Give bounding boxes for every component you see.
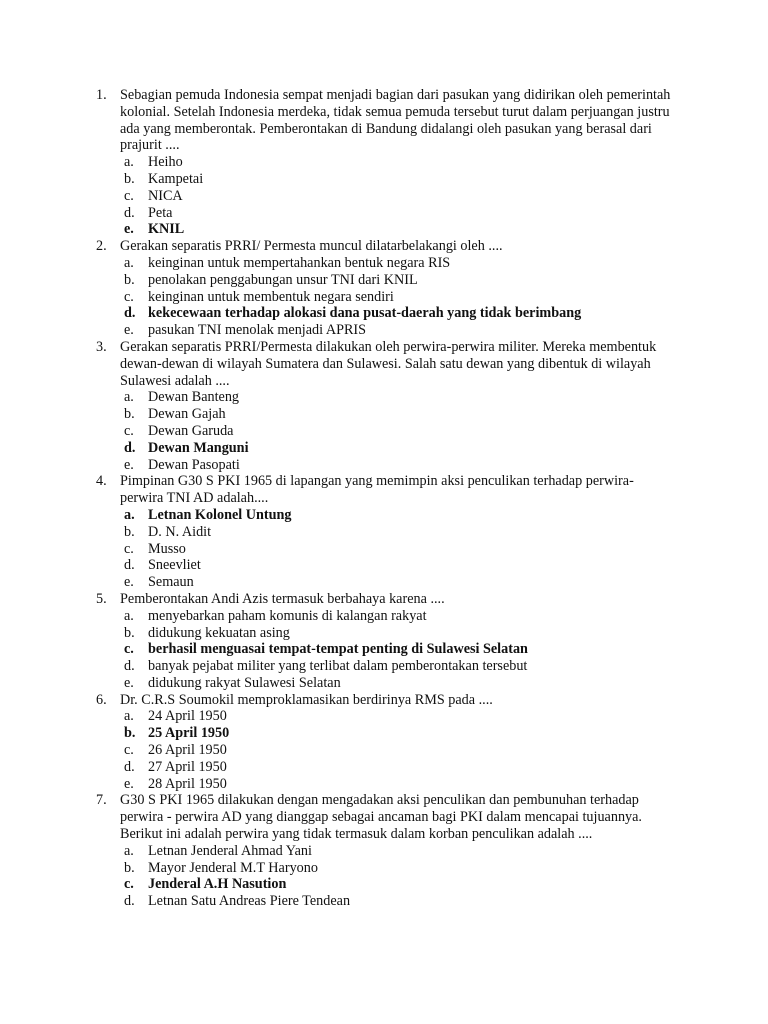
question-3 [96,339,676,473]
option-text: Dewan Gajah [148,406,226,423]
answer-option [120,658,676,675]
option-text: 24 April 1950 [148,708,227,725]
answer-option [120,389,676,406]
answer-option [120,675,676,692]
question-4 [96,473,676,591]
option-label: c. [124,540,134,557]
question-number: 6. [96,691,107,708]
answer-option [120,608,676,625]
answer-option [120,154,676,171]
option-text: Letnan Kolonel Untung [148,506,292,523]
option-label: c. [124,641,134,658]
question-text: Pimpinan G30 S PKI 1965 di lapangan yang memimpin aksi penculikan terhadap perwira-perwira TNI AD adalah.... [120,473,634,507]
option-label: c. [124,288,134,305]
question-number: 5. [96,590,107,607]
option-label: b. [124,271,135,288]
question-6 [96,692,676,793]
question-7 [96,792,676,910]
option-text: 25 April 1950 [148,725,230,742]
answer-option [120,574,676,591]
question-list [96,87,676,910]
answer-option [120,272,676,289]
option-label: d. [124,557,135,574]
answer-option [120,423,676,440]
option-label: c. [124,742,134,759]
option-text: kekecewaan terhadap alokasi dana pusat-daerah yang tidak berimbang [148,305,582,322]
option-label: d. [124,305,136,322]
option-label: b. [124,406,135,423]
answer-option [120,541,676,558]
answer-option [120,843,676,860]
answer-option [120,205,676,222]
option-text: didukung rakyat Sulawesi Selatan [148,674,341,691]
option-text: Letnan Satu Andreas Piere Tendean [148,893,351,910]
answer-option [120,255,676,272]
option-label: a. [124,154,134,171]
option-label: d. [124,758,135,775]
option-text: NICA [148,187,183,204]
option-label: b. [124,859,135,876]
option-label: a. [124,254,134,271]
option-label: d. [124,439,136,456]
option-text: pasukan TNI menolak menjadi APRIS [148,322,367,339]
option-text: 27 April 1950 [148,758,227,775]
question-text: Sebagian pemuda Indonesia sempat menjadi bagian dari pasukan yang didirikan oleh pemerintah kolonial. Setelah Indonesia merdeka, tidak semua pemuda tersebut turut dalam perjuangan justru ada yang memberontak. Pemberontakan di Bandung didalangi oleh pasukan yang berasal dari prajurit .... [120,87,671,154]
answer-option [120,893,676,910]
option-text: 28 April 1950 [148,775,227,792]
option-label: e. [124,775,134,792]
question-number: 7. [96,792,107,809]
answer-option [120,742,676,759]
answer-option-correct [120,507,676,524]
option-label: a. [124,842,134,859]
option-label: b. [124,725,136,742]
answer-option [120,289,676,306]
option-text: Dewan Pasopati [148,456,240,473]
option-text: Peta [148,204,173,221]
question-text: Gerakan separatis PRRI/ Permesta muncul dilatarbelakangi oleh .... [120,238,503,255]
answer-option-correct [120,440,676,457]
option-text: Semaun [148,574,194,591]
option-label: d. [124,893,135,910]
answer-option-correct [120,641,676,658]
option-text: Dewan Manguni [148,439,249,456]
option-label: b. [124,523,135,540]
option-label: e. [124,574,134,591]
option-text: berhasil menguasai tempat-tempat penting di Sulawesi Selatan [148,641,528,658]
option-text: Letnan Jenderal Ahmad Yani [148,842,312,859]
question-text: Pemberontakan Andi Azis termasuk berbahaya karena .... [120,590,445,607]
answer-option [120,171,676,188]
option-label: d. [124,204,135,221]
answer-option-correct [120,876,676,893]
option-label: e. [124,674,134,691]
answer-option [120,759,676,776]
option-text: Mayor Jenderal M.T Haryono [148,859,318,876]
option-text: Heiho [148,154,183,171]
option-label: a. [124,607,134,624]
option-text: banyak pejabat militer yang terlibat dalam pemberontakan tersebut [148,658,528,675]
answer-option-correct [120,725,676,742]
answer-option [120,188,676,205]
answer-option [120,457,676,474]
option-label: a. [124,389,134,406]
answer-option [120,625,676,642]
question-text: Dr. C.R.S Soumokil memproklamasikan berdirinya RMS pada .... [120,691,493,708]
answer-option [120,776,676,793]
option-label: c. [124,876,134,893]
option-text: menyebarkan paham komunis di kalangan rakyat [148,607,427,624]
option-label: b. [124,624,135,641]
option-label: e. [124,322,134,339]
question-text: G30 S PKI 1965 dilakukan dengan mengadakan aksi penculikan dan pembunuhan terhadap perwira - perwira AD yang dianggap sebagai ancaman bagi PKI dalam mencapai tujuannya. Berikut ini adalah perwira yang tidak termasuk dalam korban penculikan adalah .... [120,792,642,843]
answer-option [120,406,676,423]
option-label: b. [124,170,135,187]
option-text: KNIL [148,221,185,238]
question-1 [96,87,676,238]
option-text: Kampetai [148,170,204,187]
option-text: Musso [148,540,186,557]
answer-option [120,322,676,339]
option-label: a. [124,506,135,523]
option-text: keinginan untuk membentuk negara sendiri [148,288,394,305]
option-text: didukung kekuatan asing [148,624,290,641]
option-text: penolakan penggabungan unsur TNI dari KNIL [148,271,418,288]
option-label: c. [124,422,134,439]
option-label: d. [124,658,135,675]
answer-option [120,524,676,541]
question-number: 4. [96,473,107,490]
answer-option-correct [120,221,676,238]
question-number: 2. [96,238,107,255]
answer-option [120,557,676,574]
option-label: c. [124,187,134,204]
option-text: 26 April 1950 [148,742,227,759]
question-number: 1. [96,87,107,103]
option-text: Dewan Garuda [148,422,234,439]
option-text: Sneevliet [148,557,201,574]
option-label: e. [124,221,134,238]
question-2 [96,238,676,339]
answer-option [120,860,676,877]
question-text: Gerakan separatis PRRI/Permesta dilakukan oleh perwira-perwira militer. Mereka membentuk dewan-dewan di wilayah Sumatera dan Sulawesi. Salah satu dewan yang dibentuk di wilayah Sulawesi adalah .... [120,338,657,389]
option-label: e. [124,456,134,473]
question-5 [96,591,676,692]
option-text: Dewan Banteng [148,389,240,406]
question-number: 3. [96,338,107,355]
option-text: Jenderal A.H Nasution [148,876,287,893]
answer-option-correct [120,305,676,322]
answer-option [120,708,676,725]
option-text: keinginan untuk mempertahankan bentuk negara RIS [148,254,451,271]
option-label: a. [124,708,134,725]
option-text: D. N. Aidit [148,523,212,540]
